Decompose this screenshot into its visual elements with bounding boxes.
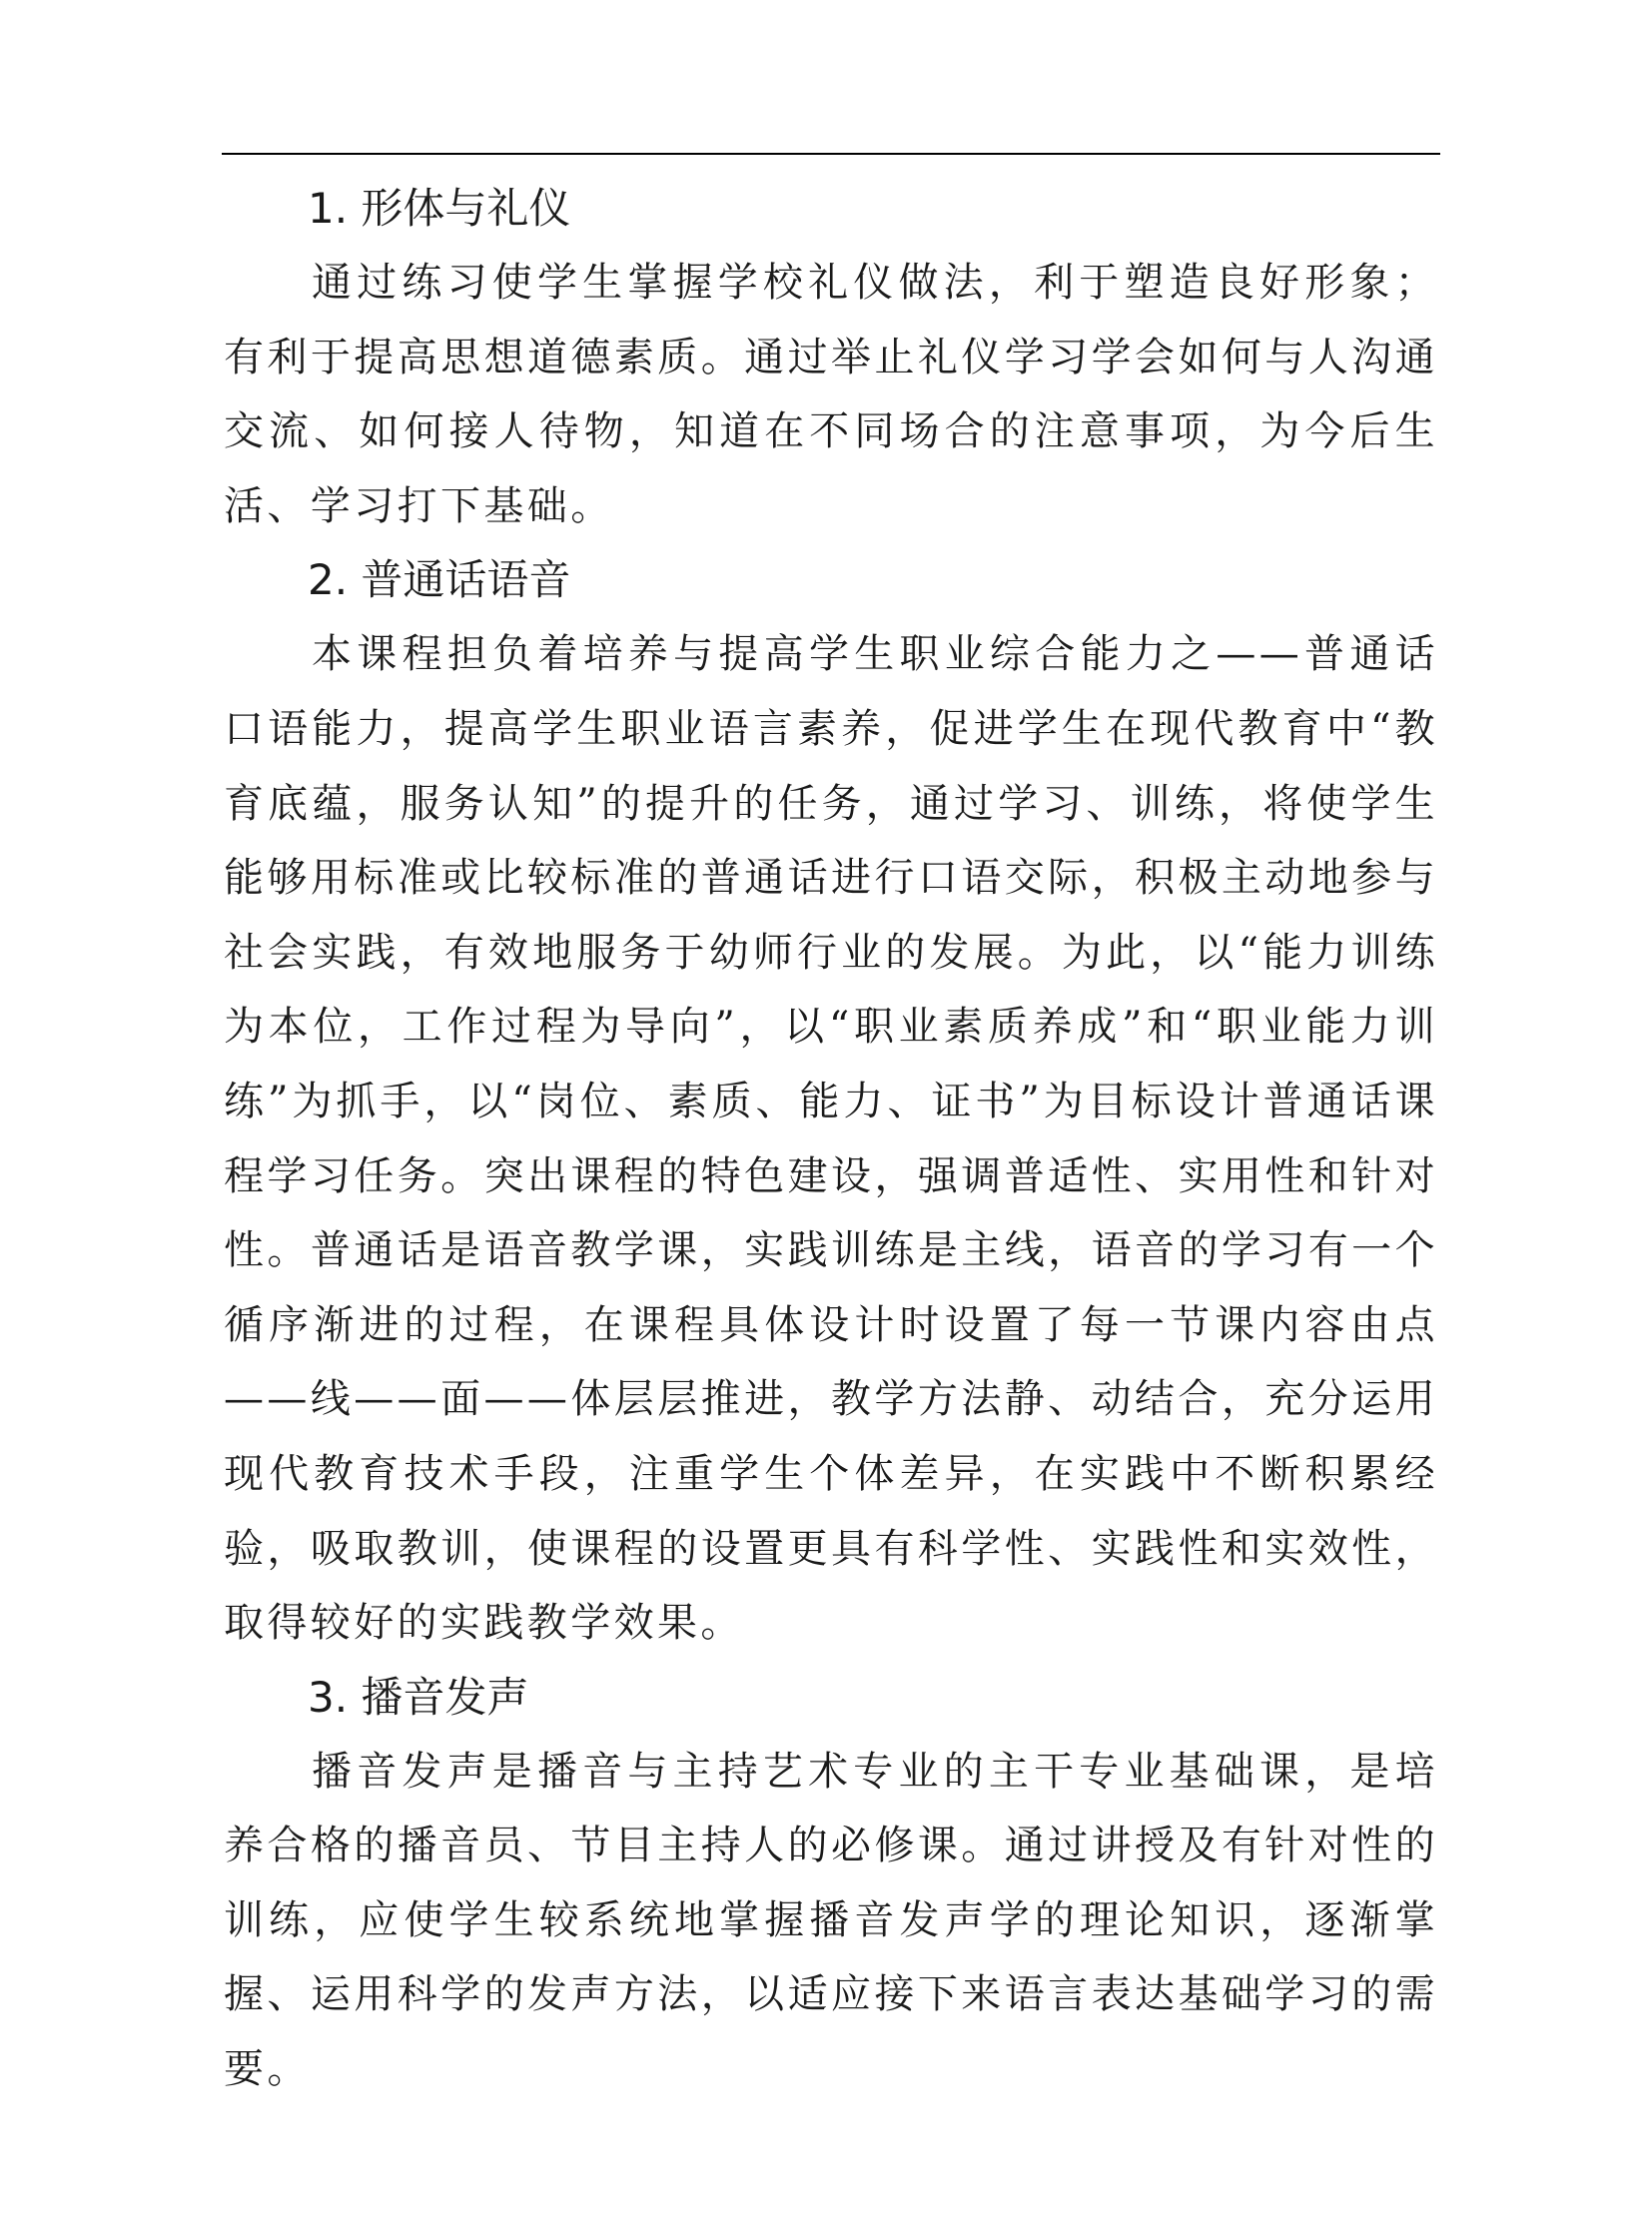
section-paragraph-etiquette: 通过练习使学生掌握学校礼仪做法，利于塑造良好形象；有利于提高思想道德素质。通过举止礼仪学习学会如何与人沟通交流、如何接人待物，知道在不同场合的注意事项，为今后生活、学习打下基础。 [224, 260, 1438, 529]
header-rule [222, 153, 1440, 155]
section-heading-vocalization: 3. 播音发声 [308, 1672, 529, 1722]
section-heading-etiquette: 1. 形体与礼仪 [308, 184, 571, 233]
section-paragraph-vocalization: 播音发声是播音与主持艺术专业的主干专业基础课，是培养合格的播音员、节目主持人的必修课。通过讲授及有针对性的训练，应使学生较系统地掌握播音发声学的理论知识，逐渐掌握、运用科学的发声方法，以适应接下来语言表达基础学习的需要。 [224, 1748, 1438, 2093]
document-body [224, 172, 1438, 2107]
section-heading-mandarin: 2. 普通话语音 [308, 555, 571, 605]
section-paragraph-mandarin: 本课程担负着培养与提高学生职业综合能力之——普通话口语能力，提高学生职业语言素养，促进学生在现代教育中“教育底蕴，服务认知”的提升的任务，通过学习、训练，将使学生能够用标准或比较标准的普通话进行口语交际，积极主动地参与社会实践，有效地服务于幼师行业的发展。为此，以“能力训练为本位，工作过程为导向”，以“职业素质养成”和“职业能力训练”为抓手，以“岗位、素质、能力、证书”为目标设计普通话课程学习任务。突出课程的特色建设，强调普适性、实用性和针对性。普通话是语音教学课，实践训练是主线，语音的学习有一个循序渐进的过程，在课程具体设计时设置了每一节课内容由点——线——面——体层层推进，教学方法静、动结合，充分运用现代教育技术手段，注重学生个体差异，在实践中不断积累经验，吸取教训，使课程的设置更具有科学性、实践性和实效性，取得较好的实践教学效果。 [224, 631, 1438, 1647]
